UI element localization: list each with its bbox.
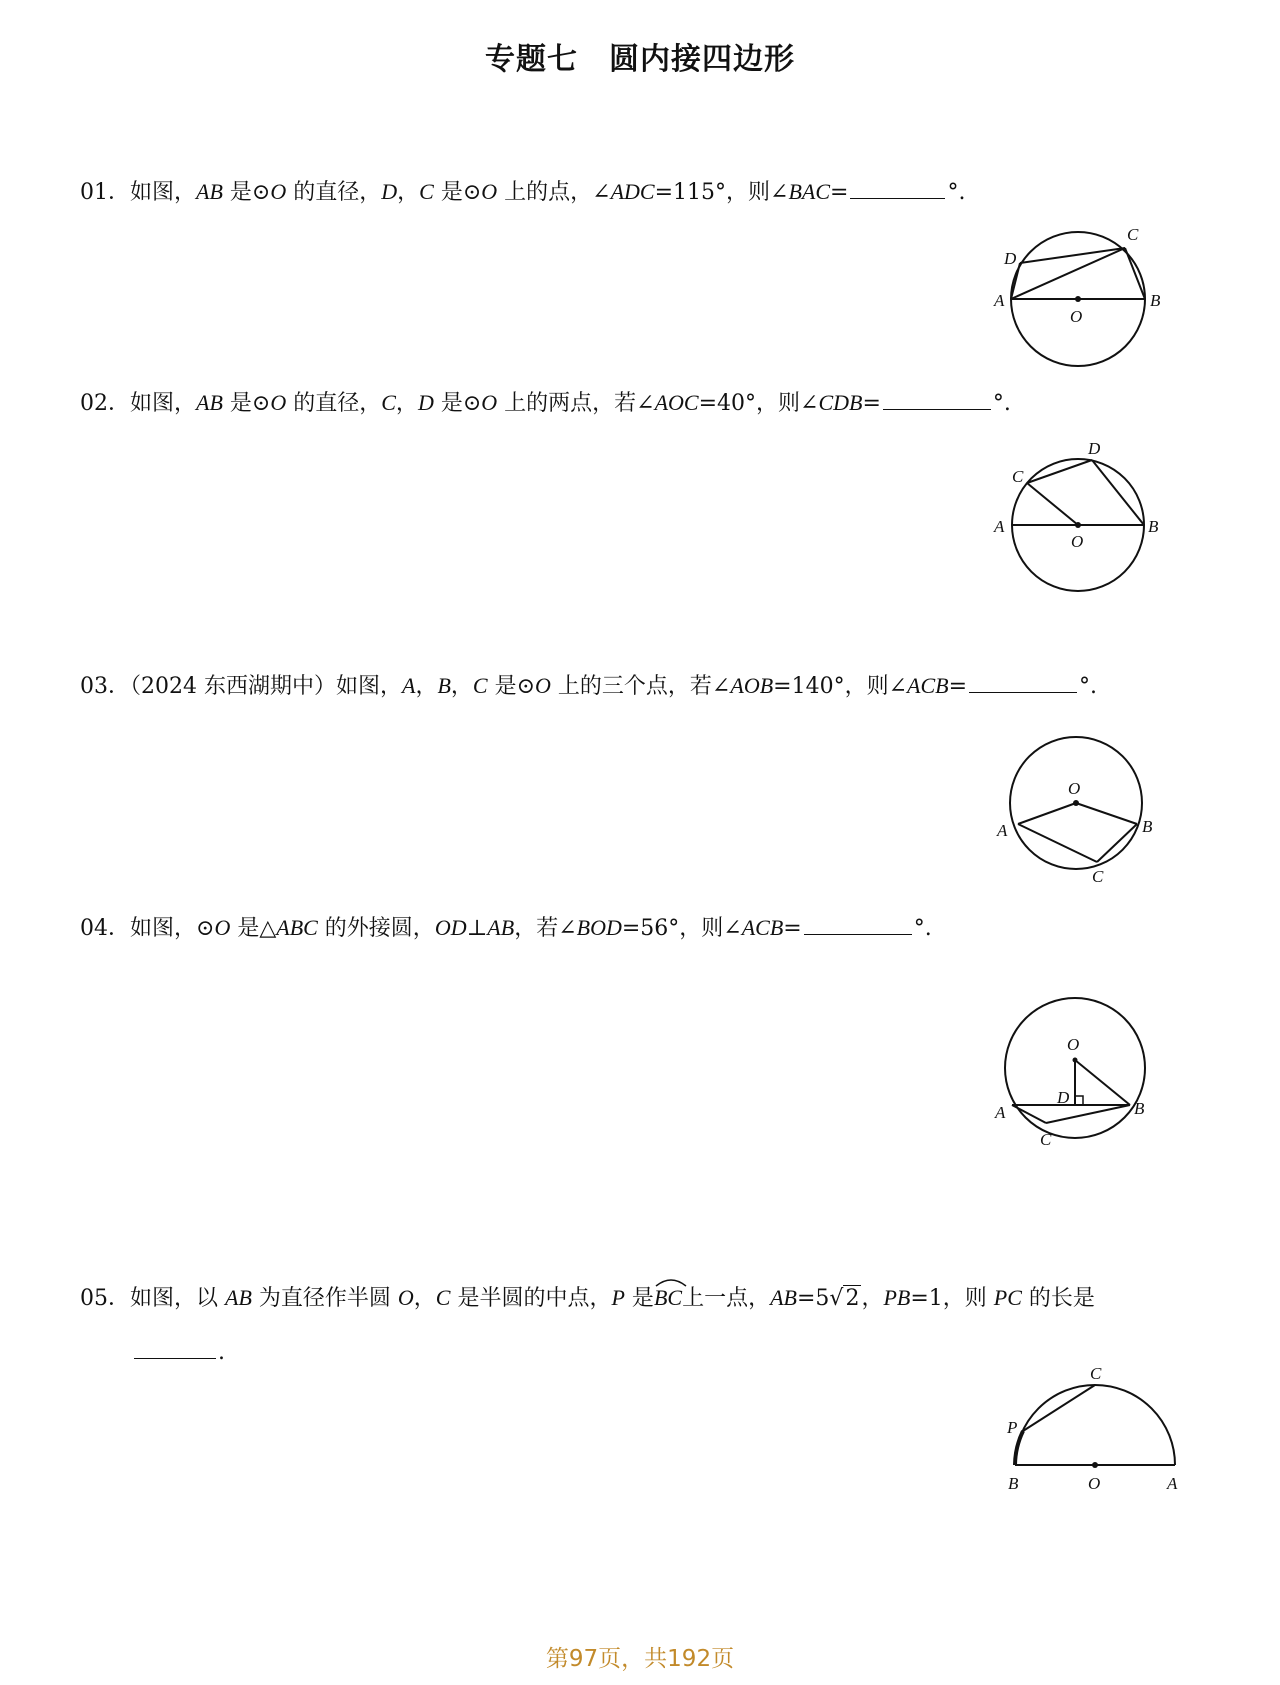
q-var: P	[611, 1285, 625, 1310]
question-4	[80, 912, 932, 944]
answer-blank[interactable]	[883, 387, 991, 410]
question-2	[80, 387, 1011, 419]
label-c: C	[1012, 467, 1024, 486]
q-text: ，	[413, 1286, 436, 1311]
q-text: ，	[450, 674, 473, 699]
q-var: AOC	[654, 390, 699, 415]
label-b: B	[1142, 817, 1153, 836]
q-var: D	[417, 390, 434, 415]
q-var: O	[481, 179, 498, 204]
question-number: 05．	[80, 1286, 130, 1311]
q-text: ，	[415, 674, 438, 699]
q-text: 是△	[230, 916, 277, 941]
q-text: ⊥	[466, 916, 488, 941]
question-number: 04．	[80, 916, 130, 941]
q-var: OD	[434, 915, 467, 940]
figure-3	[990, 730, 1180, 890]
q-text: 上一点，	[682, 1286, 771, 1311]
label-p: P	[1007, 1418, 1018, 1437]
label-b: B	[1008, 1474, 1019, 1493]
q-text: 是⊙	[433, 180, 482, 205]
question-5	[80, 1283, 1095, 1314]
q-var: C	[381, 390, 396, 415]
q-var: PB	[883, 1285, 911, 1310]
question-number: 03．	[80, 674, 130, 699]
q-text: =	[783, 916, 802, 941]
q-text: ，	[861, 1286, 884, 1311]
label-o: O	[1070, 307, 1083, 326]
q-var: AB	[196, 390, 223, 415]
q-text: 的直径，	[286, 391, 382, 416]
q-text: 上的三个点，若∠	[550, 674, 731, 699]
q-text: =1，则	[910, 1286, 994, 1311]
q-text: 如图，以	[130, 1286, 225, 1311]
label-d: D	[1004, 249, 1017, 268]
q-var: C	[419, 179, 434, 204]
page-footer: 第97页，共192页	[545, 1646, 735, 1672]
q-text: =	[830, 180, 849, 205]
q-text: 如图，	[130, 391, 197, 416]
q-text: 的直径，	[286, 180, 382, 205]
q-var: BAC	[788, 179, 831, 204]
q-text: 的外接圆，	[317, 916, 435, 941]
label-c: C	[1092, 867, 1104, 886]
sqrt-radicand: 2	[845, 1286, 860, 1311]
q-text: °.	[1079, 674, 1097, 699]
label-o: O	[1067, 1035, 1080, 1054]
q-text: 如图，⊙	[130, 916, 215, 941]
label-a: A	[994, 291, 1005, 310]
figure-5	[995, 1365, 1195, 1505]
q-text: °.	[947, 180, 966, 205]
question-5-answer-line	[132, 1336, 225, 1368]
q-var: AB	[770, 1285, 797, 1310]
q-text: 如图，	[130, 180, 197, 205]
q-var: AOB	[730, 673, 774, 698]
q-text: 是⊙	[222, 391, 271, 416]
q-text: =	[862, 391, 881, 416]
q-text: =56°，则∠	[621, 916, 742, 941]
q-text: 上的两点，若∠	[497, 391, 655, 416]
q-text: =115°，则∠	[654, 180, 789, 205]
label-o: O	[1068, 779, 1081, 798]
q-var: O	[481, 390, 498, 415]
q-var: O	[270, 179, 287, 204]
q-var: BOD	[576, 915, 622, 940]
question-3	[80, 670, 1097, 702]
label-a: A	[994, 517, 1005, 536]
arc-bc	[654, 1283, 682, 1314]
q-text: （2024 东西湖期中）如图，	[130, 674, 402, 699]
label-c: C	[1090, 1364, 1102, 1383]
label-o: O	[1071, 532, 1084, 551]
q-text: 是⊙	[222, 180, 271, 205]
label-a: A	[997, 821, 1008, 840]
q-text: 为直径作半圆	[251, 1286, 398, 1311]
label-d: D	[1088, 439, 1101, 458]
answer-blank[interactable]	[850, 176, 945, 199]
answer-blank[interactable]	[804, 912, 912, 935]
q-var: C	[472, 673, 488, 698]
q-var: O	[270, 390, 287, 415]
q-text: .	[218, 1340, 225, 1365]
sqrt-symbol: √2	[829, 1286, 860, 1311]
q-var: ABC	[276, 915, 318, 940]
q-var: AB	[196, 179, 223, 204]
question-number: 01．	[80, 180, 130, 205]
q-var: O	[397, 1285, 414, 1310]
q-text: 是⊙	[433, 391, 482, 416]
label-b: B	[1148, 517, 1159, 536]
q-text: ，	[395, 391, 418, 416]
q-var: ACB	[907, 673, 949, 698]
question-1	[80, 176, 965, 208]
q-var: ADC	[610, 179, 655, 204]
q-var: D	[381, 179, 398, 204]
q-var: CDB	[818, 390, 863, 415]
label-b: B	[1134, 1099, 1145, 1118]
q-var: AB	[487, 915, 515, 940]
q-text: =5	[796, 1286, 830, 1311]
q-var: C	[435, 1285, 451, 1310]
q-text: 的长是	[1021, 1286, 1095, 1311]
q-text: 是⊙	[487, 674, 536, 699]
q-text: °.	[992, 391, 1011, 416]
q-var: O	[535, 673, 551, 698]
figure-4	[990, 990, 1180, 1160]
q-text: =	[948, 674, 967, 699]
q-text: °.	[913, 916, 932, 941]
page-title: 专题七 圆内接四边形	[485, 42, 795, 77]
question-number: 02．	[80, 391, 130, 416]
q-var: ACB	[741, 915, 784, 940]
q-var: AB	[225, 1285, 252, 1310]
answer-blank[interactable]	[969, 670, 1077, 693]
label-b: B	[1150, 291, 1161, 310]
arc-icon	[654, 1277, 688, 1287]
q-text: ，若∠	[514, 916, 577, 941]
q-text: ，	[397, 180, 420, 205]
q-var: A	[401, 673, 416, 698]
label-o: O	[1088, 1474, 1101, 1493]
label-a: A	[995, 1103, 1006, 1122]
q-text: 是	[624, 1286, 654, 1311]
label-d: D	[1057, 1088, 1070, 1107]
label-c: C	[1040, 1130, 1052, 1149]
q-var: O	[214, 915, 231, 940]
label-a: A	[1167, 1474, 1178, 1493]
q-text: 是半圆的中点，	[450, 1286, 612, 1311]
figure-2	[990, 440, 1180, 590]
q-text: =140°，则∠	[773, 674, 907, 699]
q-var: BC	[653, 1285, 683, 1310]
q-text: 上的点，∠	[497, 180, 611, 205]
figure-1	[990, 225, 1180, 375]
q-text: =40°，则∠	[698, 391, 819, 416]
answer-blank[interactable]	[134, 1336, 216, 1359]
label-c: C	[1127, 225, 1139, 244]
q-var: PC	[993, 1285, 1022, 1310]
q-var: B	[437, 673, 451, 698]
